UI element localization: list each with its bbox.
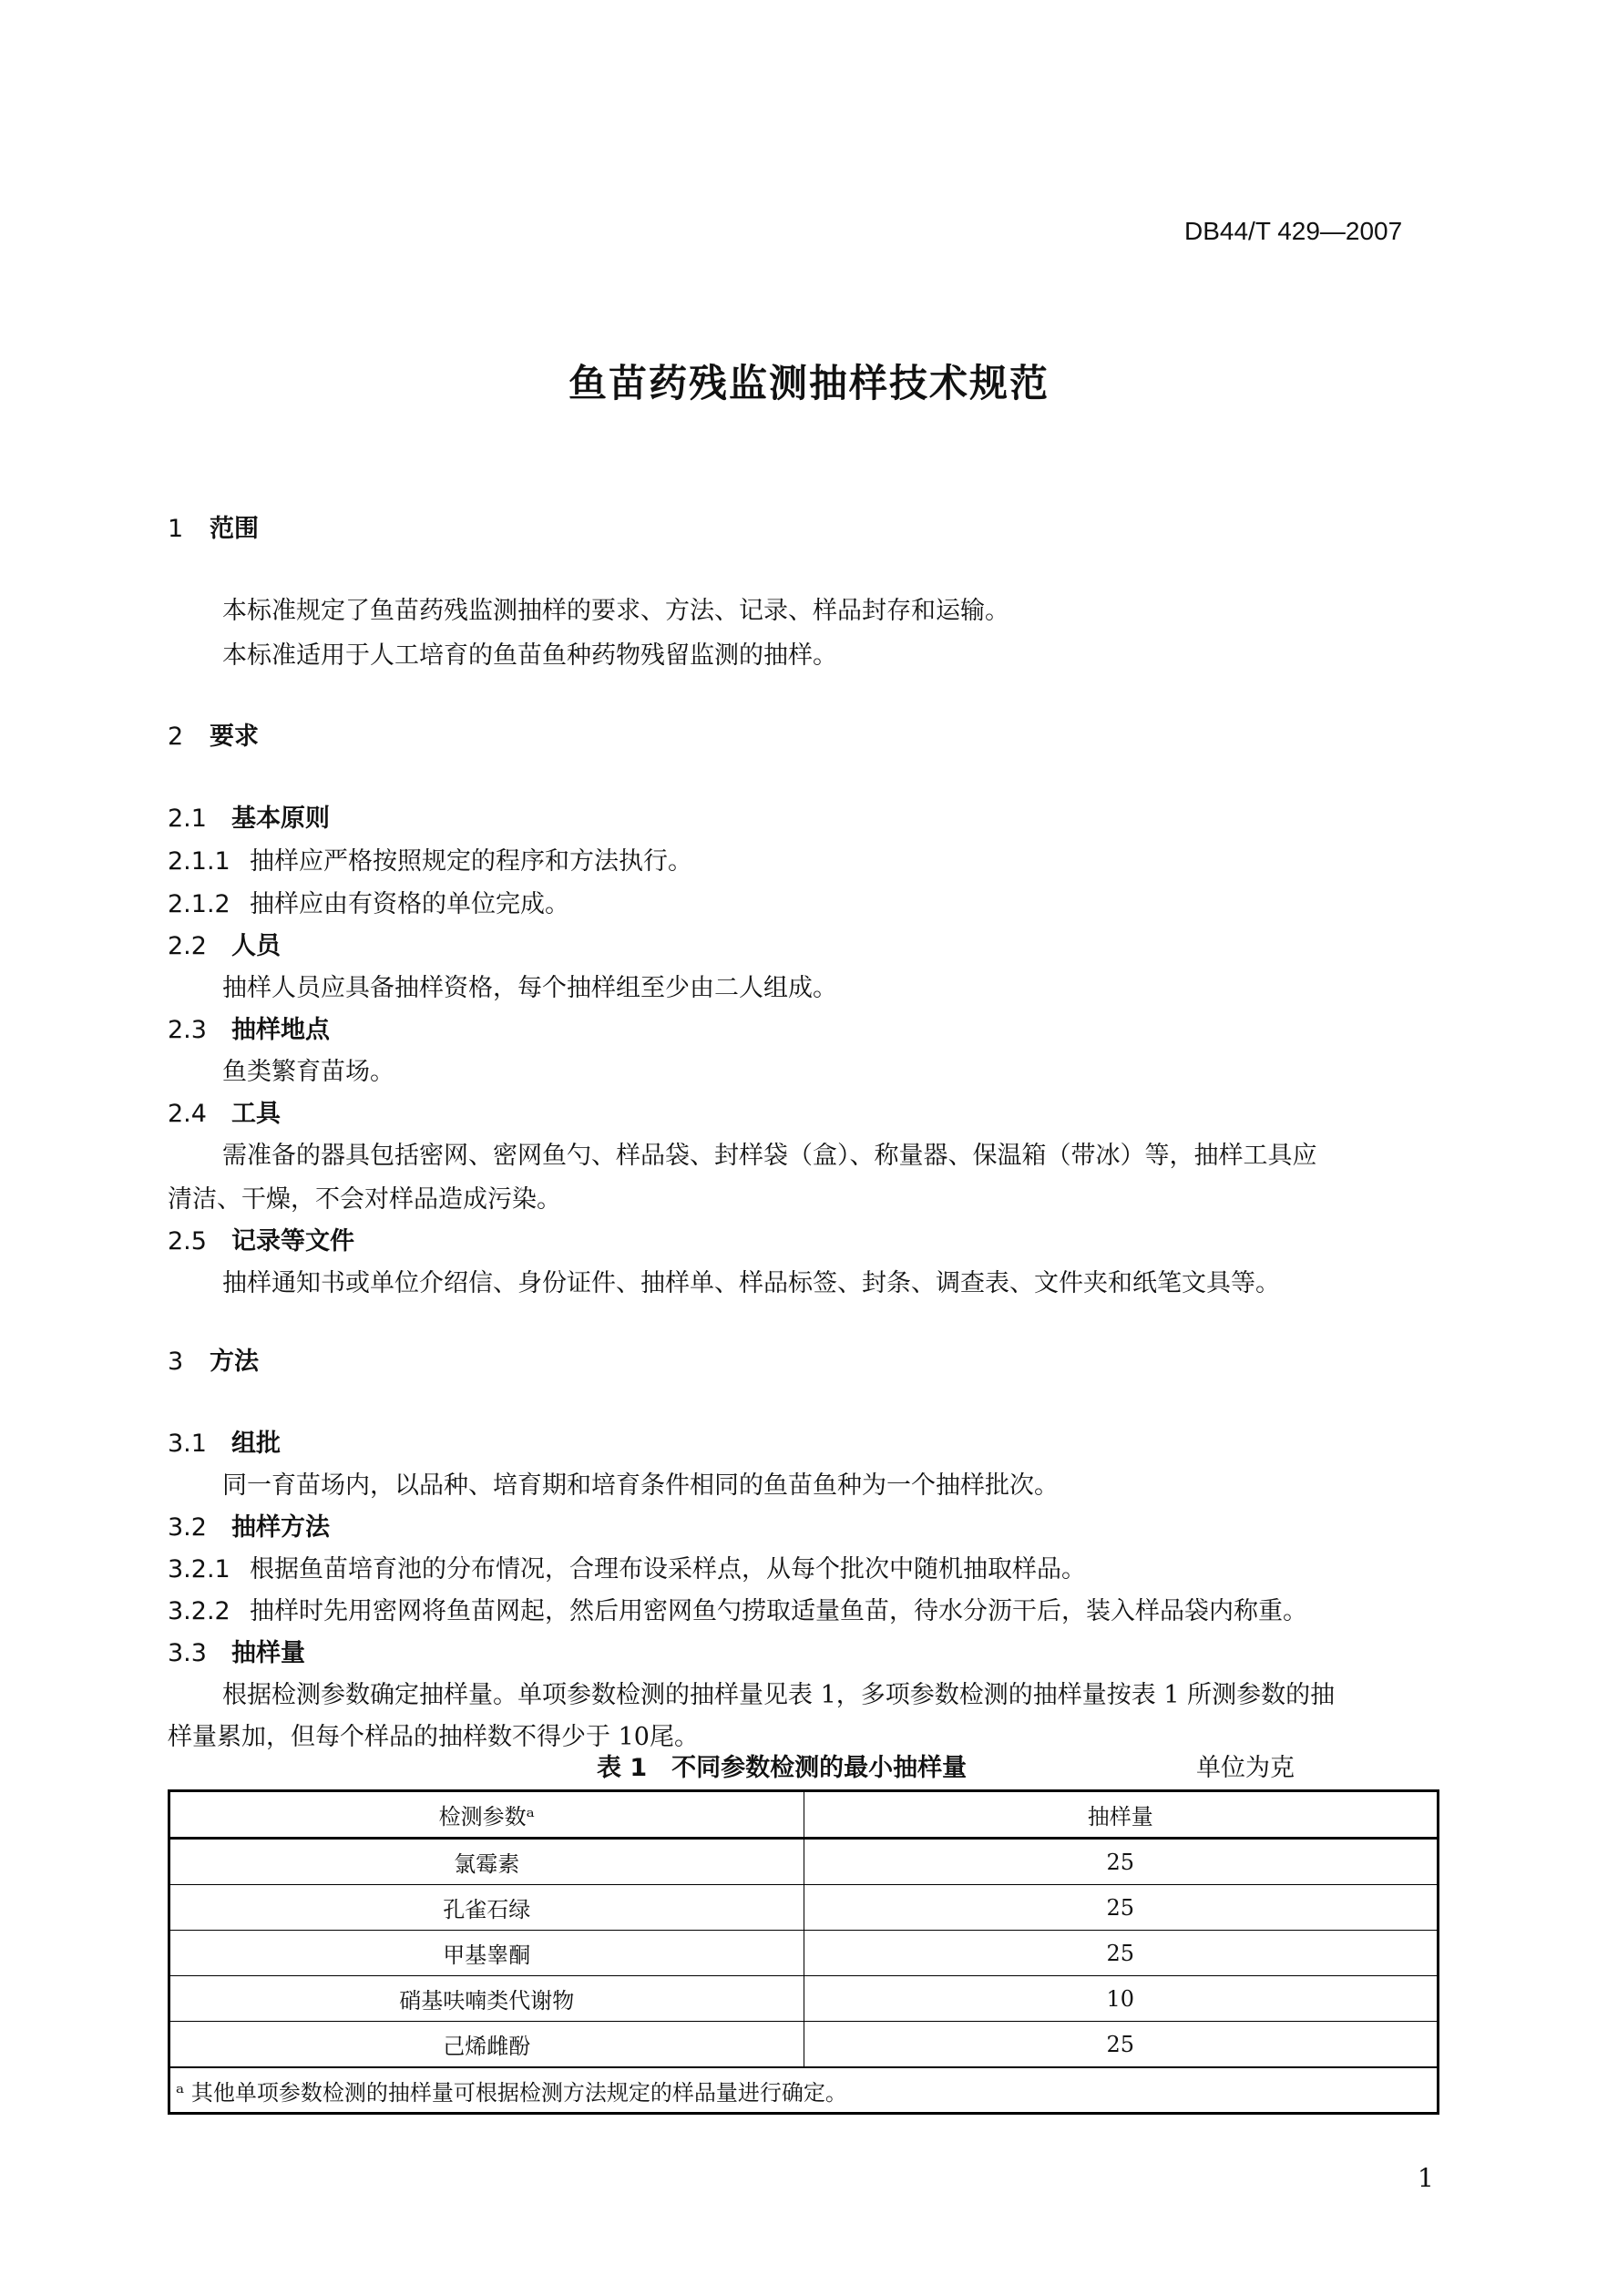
clause-3-2-1: [168, 1549, 1086, 1584]
section-number: 3.3: [168, 1639, 207, 1667]
table-footnote: ᵃ 其他单项参数检测的抽样量可根据检测方法规定的样品量进行确定。: [169, 2067, 1439, 2114]
table-note-row: [169, 2067, 1439, 2114]
clause-number: 3.2.2: [168, 1597, 230, 1625]
table-unit: 单位为克: [1196, 1754, 1295, 1782]
table-cell: 硝基呋喃类代谢物: [169, 1976, 804, 2022]
paragraph: 抽样人员应具备抽样资格，每个抽样组至少由二人组成。: [222, 974, 837, 1002]
section-number: 2.2: [168, 932, 207, 960]
section-title: 人员: [231, 932, 281, 960]
section-number: 2.1: [168, 805, 207, 833]
section-number: 1: [168, 515, 184, 543]
paragraph: 本标准适用于人工培育的鱼苗鱼种药物残留监测的抽样。: [222, 641, 837, 670]
table-cell: 25: [804, 1931, 1439, 1976]
subsection-heading-2-1: [168, 798, 330, 834]
section-title: 组批: [231, 1430, 281, 1458]
section-number: 3.1: [168, 1430, 207, 1458]
section-number: 2: [168, 723, 184, 751]
paragraph: 本标准规定了鱼苗药残监测抽样的要求、方法、记录、样品封存和运输。: [222, 597, 1009, 625]
section-title: 抽样地点: [231, 1016, 330, 1044]
section-number: 2.5: [168, 1227, 207, 1256]
clause-text: 抽样应由有资格的单位完成。: [250, 890, 569, 918]
section-heading-2: [168, 716, 259, 752]
table-header-row: [169, 1791, 1439, 1839]
paragraph: 鱼类繁育苗场。: [222, 1058, 394, 1086]
table-row: [169, 1885, 1439, 1931]
clause-number: 2.1.1: [168, 847, 230, 876]
subsection-heading-3-3: [168, 1633, 305, 1668]
table-cell: 氯霉素: [169, 1839, 804, 1885]
section-title: 方法: [210, 1348, 259, 1376]
table-row: [169, 2022, 1439, 2068]
clause-2-1-1: [168, 841, 692, 876]
section-title: 抽样量: [231, 1639, 305, 1667]
subsection-heading-2-4: [168, 1093, 281, 1129]
subsection-heading-2-2: [168, 926, 281, 961]
clause-number: 3.2.1: [168, 1555, 230, 1584]
section-number: 3: [168, 1348, 184, 1376]
subsection-heading-3-1: [168, 1423, 281, 1459]
column-header: 抽样量: [804, 1791, 1439, 1839]
section-title: 工具: [231, 1100, 281, 1128]
section-title: 范围: [210, 515, 259, 543]
table-cell: 10: [804, 1976, 1439, 2022]
clause-2-1-2: [168, 884, 569, 919]
section-title: 基本原则: [231, 805, 330, 833]
clause-text: 抽样应严格按照规定的程序和方法执行。: [250, 847, 692, 876]
table-cell: 25: [804, 2022, 1439, 2068]
document-number: DB44/T 429—2007: [1184, 217, 1403, 245]
subsection-heading-2-3: [168, 1010, 330, 1045]
subsection-heading-3-2: [168, 1507, 330, 1543]
column-header: 检测参数ᵃ: [169, 1791, 804, 1839]
table-cell: 孔雀石绿: [169, 1885, 804, 1931]
document-title: 鱼苗药残监测抽样技术规范: [568, 361, 1050, 405]
table-cell: 甲基睾酮: [169, 1931, 804, 1976]
section-heading-3: [168, 1341, 259, 1377]
clause-text: 根据鱼苗培育池的分布情况，合理布设采样点，从每个批次中随机抽取样品。: [250, 1555, 1086, 1584]
table-row: [169, 1976, 1439, 2022]
paragraph: 抽样通知书或单位介绍信、身份证件、抽样单、样品标签、封条、调查表、文件夹和纸笔文具等。: [222, 1269, 1280, 1297]
clause-3-2-2: [168, 1591, 1307, 1626]
table-row: [169, 1839, 1439, 1885]
section-title: 要求: [210, 723, 259, 751]
page-number: 1: [1418, 2163, 1434, 2193]
paragraph: 根据检测参数确定抽样量。单项参数检测的抽样量见表 1，多项参数检测的抽样量按表 1 所测参数的抽: [222, 1681, 1336, 1709]
clause-number: 2.1.2: [168, 890, 230, 918]
paragraph: 需准备的器具包括密网、密网鱼勺、样品袋、封样袋（盒）、称量器、保温箱（带冰）等，抽样工具应: [222, 1142, 1317, 1170]
section-title: 记录等文件: [231, 1227, 354, 1256]
section-heading-1: [168, 508, 259, 544]
clause-text: 抽样时先用密网将鱼苗网起，然后用密网鱼勺捞取适量鱼苗，待水分沥干后，装入样品袋内称重。: [250, 1597, 1307, 1625]
section-number: 3.2: [168, 1513, 207, 1542]
table-cell: 25: [804, 1885, 1439, 1931]
table-cell: 25: [804, 1839, 1439, 1885]
section-title: 抽样方法: [231, 1513, 330, 1542]
paragraph: 同一育苗场内，以品种、培育期和培育条件相同的鱼苗鱼种为一个抽样批次。: [222, 1471, 1059, 1500]
subsection-heading-2-5: [168, 1221, 354, 1256]
paragraph-continuation: 样量累加，但每个样品的抽样数不得少于 10尾。: [168, 1723, 699, 1751]
table-caption: 表 1 不同参数检测的最小抽样量: [597, 1754, 968, 1782]
table-cell: 己烯雌酚: [169, 2022, 804, 2068]
paragraph-continuation: 清洁、干燥，不会对样品造成污染。: [168, 1185, 561, 1214]
table-row: [169, 1931, 1439, 1976]
section-number: 2.3: [168, 1016, 207, 1044]
sampling-table: [168, 1789, 1439, 2115]
section-number: 2.4: [168, 1100, 207, 1128]
